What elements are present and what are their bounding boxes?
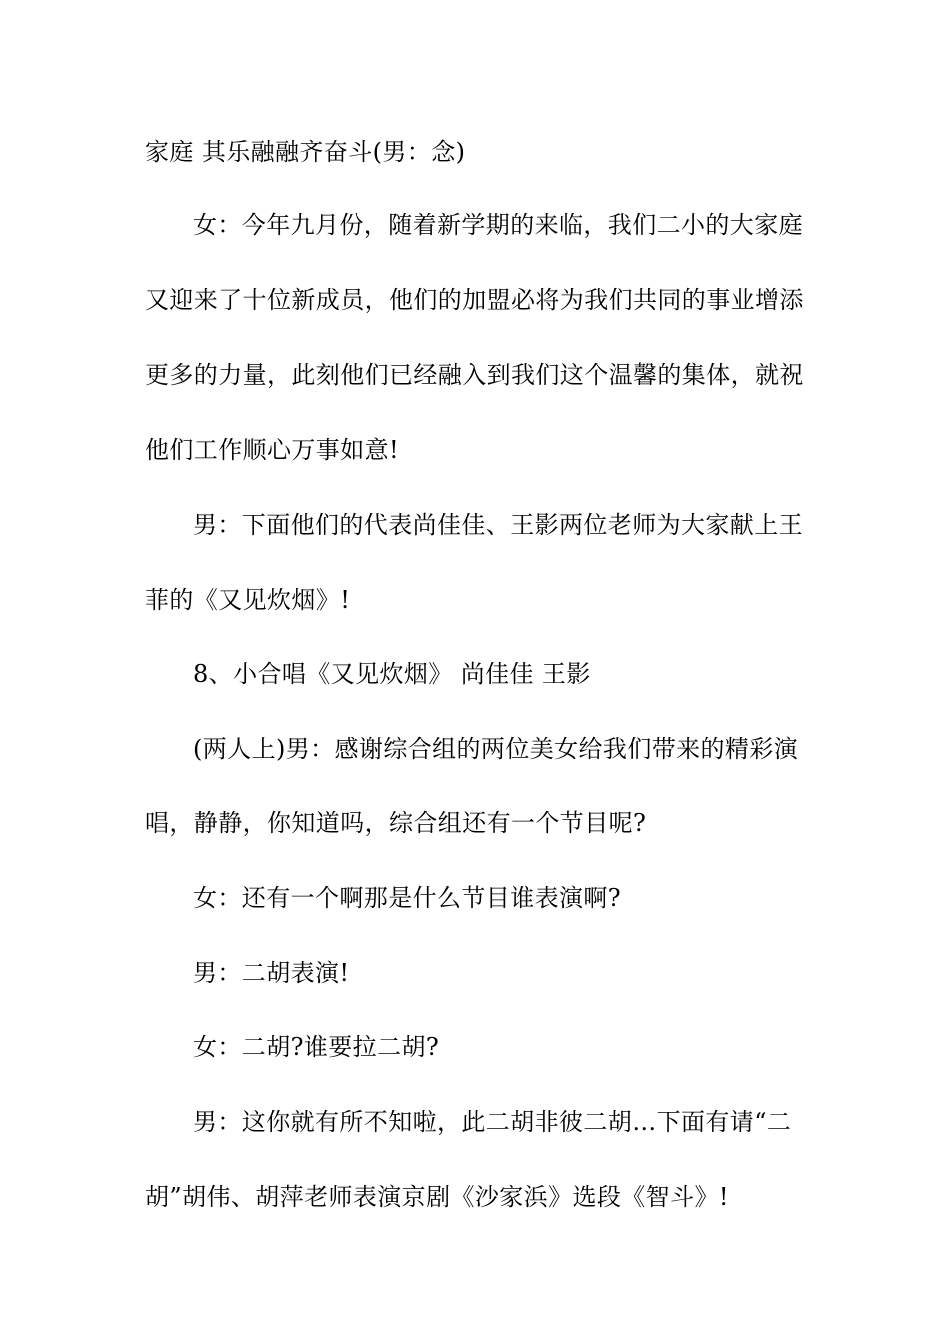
text-line: 菲的《又见炊烟》! [145,586,351,614]
text-line: 男：二胡表演! [193,959,350,987]
text-line: 男：下面他们的代表尚佳佳、王影两位老师为大家献上王 [193,511,803,539]
text-line: 唱，静静，你知道吗，综合组还有一个节目呢? [145,809,647,837]
text-line: 男：这你就有所不知啦，此二胡非彼二胡…下面有请“二 [193,1108,792,1136]
text-line: 女：今年九月份，随着新学期的来临，我们二小的大家庭 [193,211,803,239]
text-line: 女：还有一个啊那是什么节目谁表演啊? [193,884,622,912]
text-line: 他们工作顺心万事如意! [145,436,400,464]
text-line: 更多的力量，此刻他们已经融入到我们这个温馨的集体，就祝 [145,361,804,389]
text-line: (两人上)男：感谢综合组的两位美女给我们带来的精彩演 [193,735,799,763]
text-line: 家庭 其乐融融齐奋斗(男：念) [145,138,466,166]
text-line: 又迎来了十位新成员，他们的加盟必将为我们共同的事业增添 [145,286,804,314]
text-line: 胡”胡伟、胡萍老师表演京剧《沙家浜》选段《智斗》! [145,1183,729,1211]
text-line: 8、小合唱《又见炊烟》 尚佳佳 王影 [193,660,591,688]
text-line: 女：二胡?谁要拉二胡? [193,1033,440,1061]
